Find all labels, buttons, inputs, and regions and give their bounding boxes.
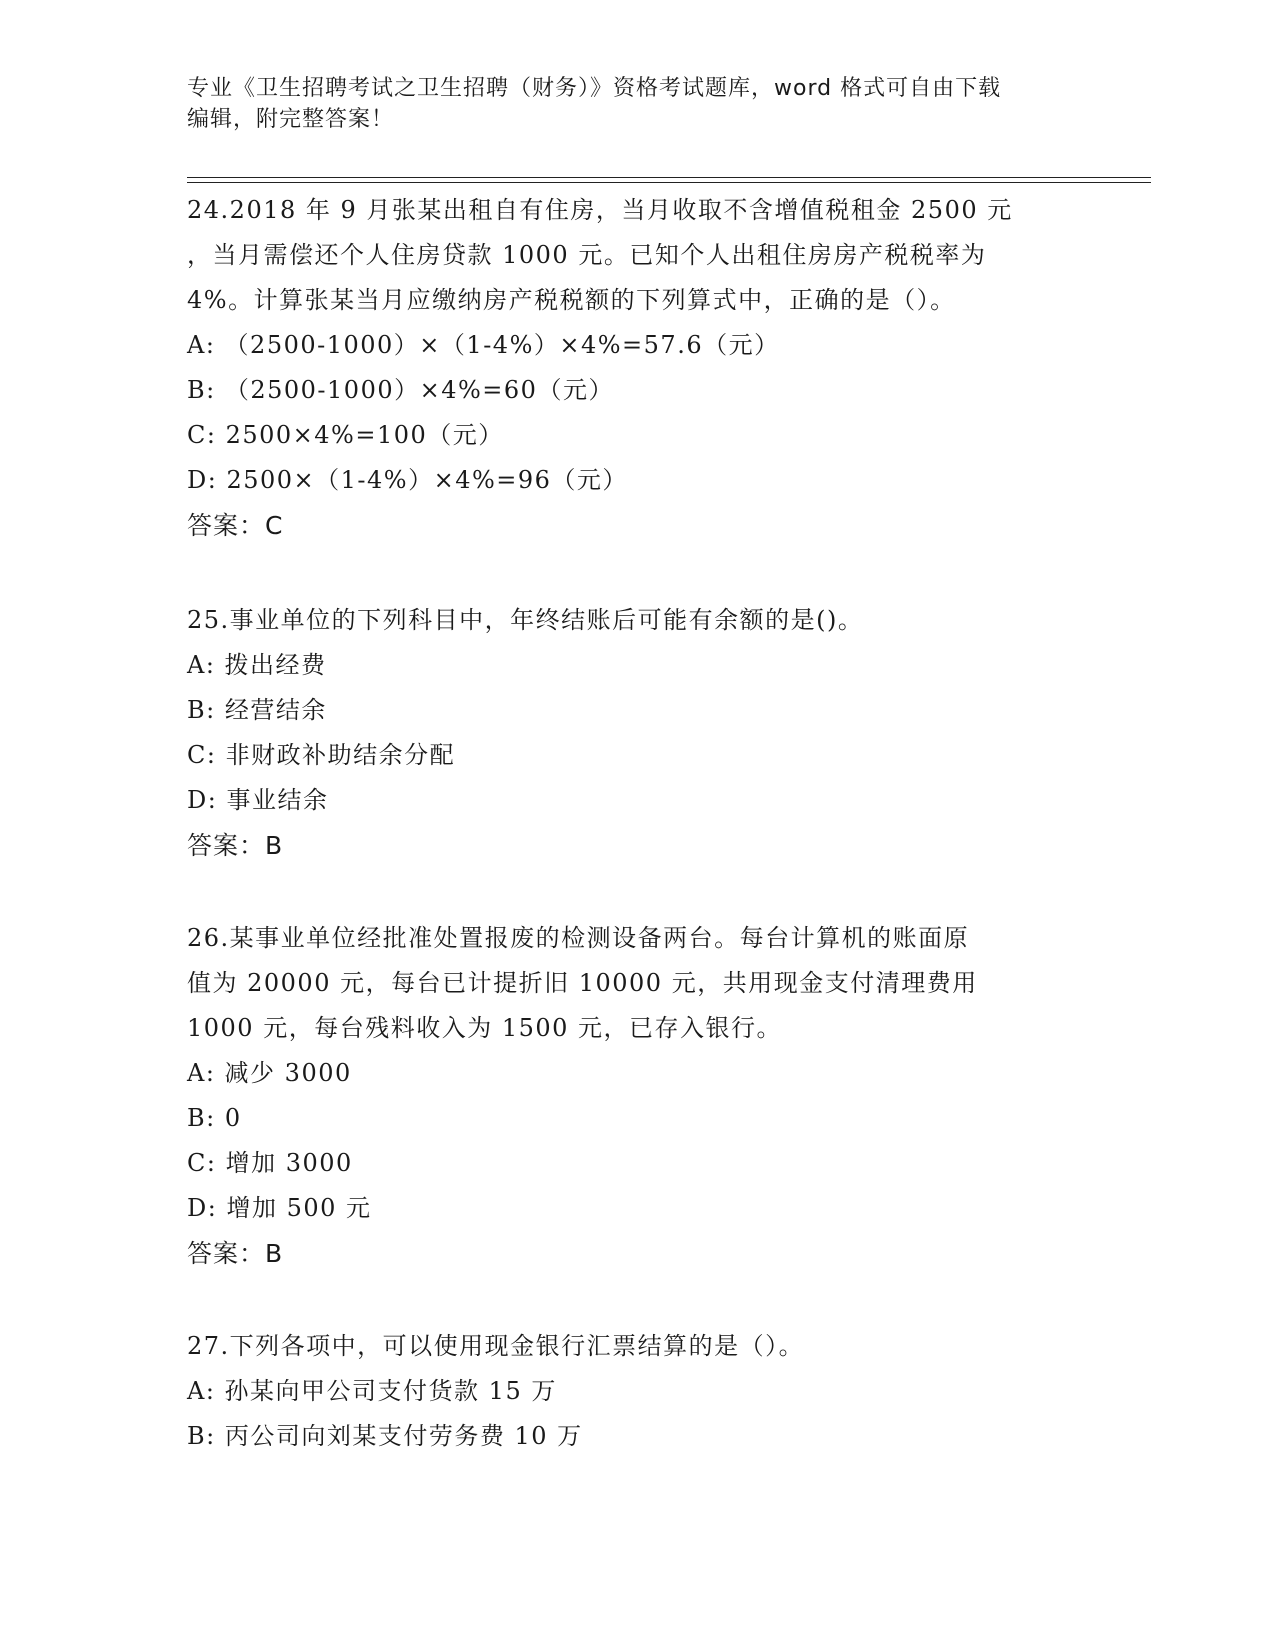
option-a: A: 减少 3000 (187, 1059, 352, 1087)
option-d: D: 事业结余 (187, 786, 329, 814)
header-line-2: 编辑，附完整答案！ (187, 107, 395, 132)
question-stem-line: 24.2018 年 9 月张某出租自有住房，当月收取不含增值税租金 2500 元 (187, 196, 1013, 224)
option-a: A: 孙某向甲公司支付货款 15 万 (187, 1377, 557, 1405)
header-divider-bottom (187, 182, 1151, 183)
answer: 答案：B (187, 1239, 284, 1268)
question-25 (187, 598, 1067, 868)
answer: 答案：C (187, 511, 284, 540)
option-c: C: 非财政补助结余分配 (187, 741, 456, 769)
question-24 (187, 188, 1067, 548)
option-b: B: 0 (187, 1104, 242, 1132)
header-divider-top (187, 177, 1151, 178)
option-d: D: 增加 500 元 (187, 1194, 372, 1222)
question-stem-line: ，当月需偿还个人住房贷款 1000 元。已知个人出租住房房产税税率为 (187, 241, 987, 269)
question-stem-line: 25.事业单位的下列科目中，年终结账后可能有余额的是()。 (187, 606, 864, 634)
option-b: B: 经营结余 (187, 696, 327, 724)
option-c: C: 增加 3000 (187, 1149, 353, 1177)
question-26 (187, 916, 1067, 1276)
question-stem-line: 27.下列各项中，可以使用现金银行汇票结算的是（）。 (187, 1332, 805, 1360)
option-b: B: （2500-1000）×4%=60（元） (187, 376, 614, 404)
option-d: D: 2500×（1-4%）×4%=96（元） (187, 466, 628, 494)
option-a: A: 拨出经费 (187, 651, 327, 679)
option-b: B: 丙公司向刘某支付劳务费 10 万 (187, 1422, 583, 1450)
header-line-1: 专业《卫生招聘考试之卫生招聘（财务）》资格考试题库，word 格式可自由下载 (187, 76, 1002, 101)
option-a: A: （2500-1000）×（1-4%）×4%=57.6（元） (187, 331, 780, 359)
question-stem-line: 值为 20000 元，每台已计提折旧 10000 元，共用现金支付清理费用 (187, 969, 978, 997)
question-stem-line: 4%。计算张某当月应缴纳房产税税额的下列算式中，正确的是（）。 (187, 286, 956, 314)
question-stem-line: 1000 元，每台残料收入为 1500 元，已存入银行。 (187, 1014, 783, 1042)
document-header (187, 73, 1087, 135)
question-27 (187, 1324, 1067, 1459)
question-stem-line: 26.某事业单位经批准处置报废的检测设备两台。每台计算机的账面原 (187, 924, 970, 952)
answer: 答案：B (187, 831, 284, 860)
option-c: C: 2500×4%=100（元） (187, 421, 504, 449)
